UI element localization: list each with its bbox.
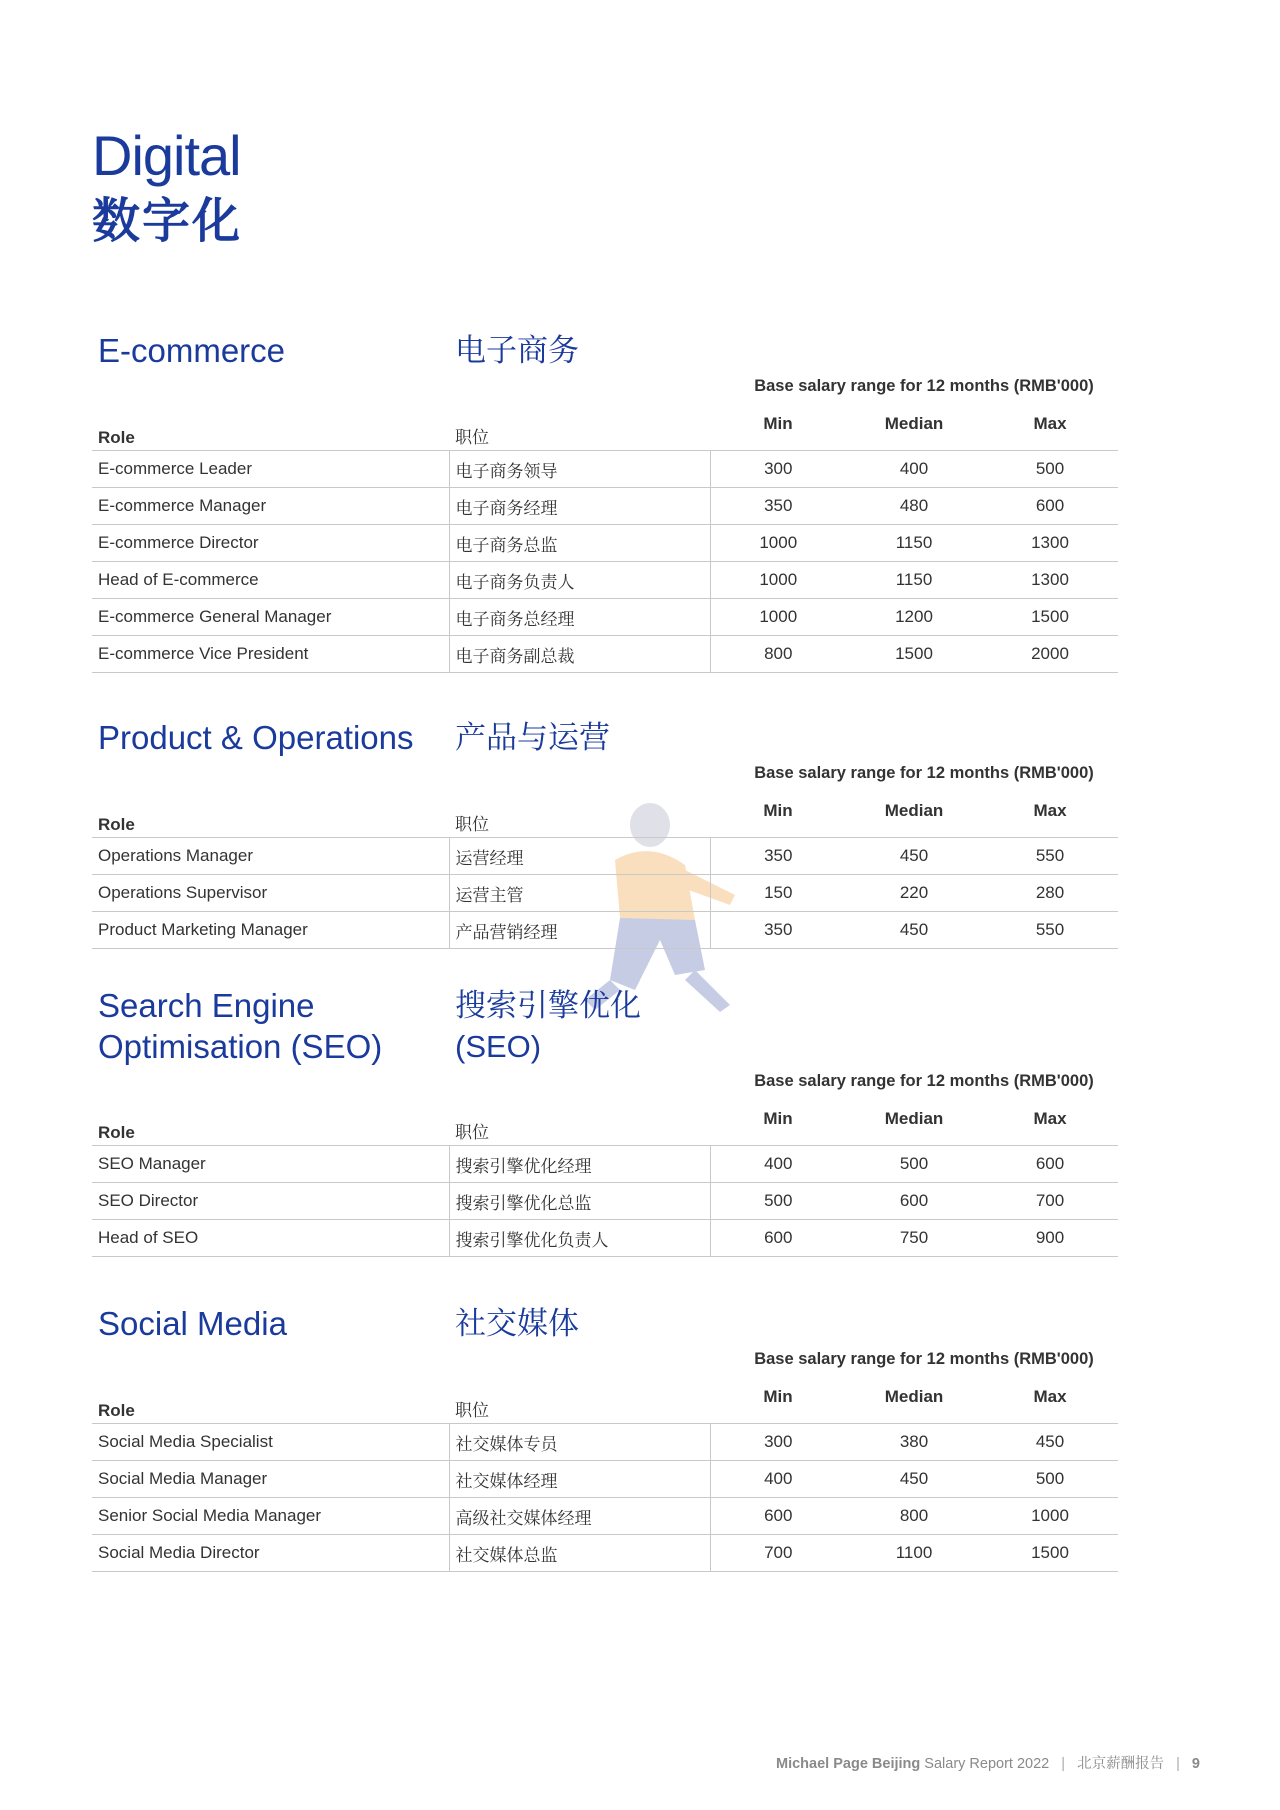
role-zh-cell: 电子商务领导: [449, 451, 710, 488]
role-cell: E-commerce Manager: [92, 488, 449, 525]
header-role-zh: 职位: [449, 1101, 710, 1146]
min-cell: 600: [710, 1498, 846, 1535]
role-zh-cell: 电子商务负责人: [449, 562, 710, 599]
median-cell: 480: [846, 488, 982, 525]
page-footer: [776, 1752, 1200, 1773]
page-title: [92, 124, 243, 248]
max-cell: 1300: [982, 525, 1118, 562]
table-header-row: [92, 1101, 1118, 1146]
header-role-zh: 职位: [449, 1379, 710, 1424]
min-cell: 300: [710, 1424, 846, 1461]
header-median: Median: [846, 1379, 982, 1424]
table-header-row: [92, 1379, 1118, 1424]
role-zh-cell: 搜索引擎优化总监: [449, 1183, 710, 1220]
role-zh-cell: 运营经理: [449, 838, 710, 875]
header-role-zh: 职位: [449, 793, 710, 838]
min-cell: 1000: [710, 525, 846, 562]
max-cell: 1500: [982, 599, 1118, 636]
median-cell: 800: [846, 1498, 982, 1535]
role-cell: E-commerce Director: [92, 525, 449, 562]
role-zh-cell: 高级社交媒体经理: [449, 1498, 710, 1535]
min-cell: 350: [710, 838, 846, 875]
salary-range-caption: Base salary range for 12 months (RMB'000): [754, 1350, 1094, 1368]
min-cell: 700: [710, 1535, 846, 1572]
median-cell: 1100: [846, 1535, 982, 1572]
median-cell: 450: [846, 912, 982, 949]
max-cell: 1000: [982, 1498, 1118, 1535]
header-role: Role: [92, 1101, 449, 1146]
min-cell: 1000: [710, 562, 846, 599]
header-max: Max: [982, 1379, 1118, 1424]
footer-report: Salary Report 2022: [924, 1756, 1050, 1772]
section-title-en: Search Engine Optimisation (SEO): [98, 987, 383, 1065]
header-role: Role: [92, 793, 449, 838]
table-row: [92, 562, 1118, 599]
salary-table: [92, 406, 1118, 673]
max-cell: 1500: [982, 1535, 1118, 1572]
table-row: [92, 451, 1118, 488]
min-cell: 500: [710, 1183, 846, 1220]
page-title-zh: 数字化: [92, 195, 243, 248]
header-role: Role: [92, 1379, 449, 1424]
table-row: [92, 1220, 1118, 1257]
footer-separator: |: [1061, 1756, 1066, 1772]
section-title-zh: 电子商务: [455, 333, 579, 368]
header-median: Median: [846, 793, 982, 838]
header-min: Min: [710, 1101, 846, 1146]
median-cell: 380: [846, 1424, 982, 1461]
salary-table: [92, 793, 1118, 949]
min-cell: 350: [710, 488, 846, 525]
role-zh-cell: 社交媒体总监: [449, 1535, 710, 1572]
footer-separator: |: [1176, 1756, 1180, 1772]
header-max: Max: [982, 793, 1118, 838]
median-cell: 600: [846, 1183, 982, 1220]
salary-table: [92, 1379, 1118, 1572]
table-row: [92, 599, 1118, 636]
max-cell: 600: [982, 488, 1118, 525]
median-cell: 750: [846, 1220, 982, 1257]
role-zh-cell: 电子商务经理: [449, 488, 710, 525]
section-title-en: Social Media: [98, 1305, 287, 1342]
header-role-zh: 职位: [449, 406, 710, 451]
median-cell: 450: [846, 838, 982, 875]
max-cell: 280: [982, 875, 1118, 912]
header-min: Min: [710, 793, 846, 838]
table-row: [92, 525, 1118, 562]
table-row: [92, 488, 1118, 525]
median-cell: 450: [846, 1461, 982, 1498]
median-cell: 1200: [846, 599, 982, 636]
header-max: Max: [982, 1101, 1118, 1146]
role-zh-cell: 运营主管: [449, 875, 710, 912]
median-cell: 400: [846, 451, 982, 488]
section-title-zh: 产品与运营: [455, 720, 610, 755]
header-role: Role: [92, 406, 449, 451]
median-cell: 500: [846, 1146, 982, 1183]
max-cell: 500: [982, 1461, 1118, 1498]
table-row: [92, 875, 1118, 912]
min-cell: 400: [710, 1461, 846, 1498]
salary-range-caption: Base salary range for 12 months (RMB'000): [754, 1072, 1094, 1090]
min-cell: 800: [710, 636, 846, 673]
max-cell: 550: [982, 912, 1118, 949]
role-cell: Head of SEO: [92, 1220, 449, 1257]
table-row: [92, 1424, 1118, 1461]
role-cell: Social Media Specialist: [92, 1424, 449, 1461]
table-row: [92, 1183, 1118, 1220]
min-cell: 1000: [710, 599, 846, 636]
section-title-zh: 社交媒体: [455, 1306, 579, 1341]
header-median: Median: [846, 406, 982, 451]
header-min: Min: [710, 406, 846, 451]
min-cell: 400: [710, 1146, 846, 1183]
section-title-zh: 搜索引擎优化 (SEO): [455, 988, 641, 1064]
max-cell: 550: [982, 838, 1118, 875]
table-header-row: [92, 793, 1118, 838]
role-cell: E-commerce General Manager: [92, 599, 449, 636]
max-cell: 900: [982, 1220, 1118, 1257]
median-cell: 1150: [846, 562, 982, 599]
min-cell: 300: [710, 451, 846, 488]
footer-report-zh: 北京薪酬报告: [1077, 1756, 1165, 1772]
table-row: [92, 636, 1118, 673]
salary-range-caption: Base salary range for 12 months (RMB'000): [754, 377, 1094, 395]
min-cell: 150: [710, 875, 846, 912]
median-cell: 220: [846, 875, 982, 912]
role-cell: Senior Social Media Manager: [92, 1498, 449, 1535]
table-header-row: [92, 406, 1118, 451]
header-max: Max: [982, 406, 1118, 451]
max-cell: 700: [982, 1183, 1118, 1220]
role-zh-cell: 产品营销经理: [449, 912, 710, 949]
salary-table: [92, 1101, 1118, 1257]
header-median: Median: [846, 1101, 982, 1146]
role-zh-cell: 搜索引擎优化经理: [449, 1146, 710, 1183]
table-row: [92, 1146, 1118, 1183]
role-zh-cell: 搜索引擎优化负责人: [449, 1220, 710, 1257]
table-row: [92, 1498, 1118, 1535]
role-cell: E-commerce Leader: [92, 451, 449, 488]
role-cell: SEO Director: [92, 1183, 449, 1220]
median-cell: 1150: [846, 525, 982, 562]
min-cell: 600: [710, 1220, 846, 1257]
header-min: Min: [710, 1379, 846, 1424]
role-cell: Head of E-commerce: [92, 562, 449, 599]
role-cell: Social Media Director: [92, 1535, 449, 1572]
role-zh-cell: 电子商务总经理: [449, 599, 710, 636]
max-cell: 500: [982, 451, 1118, 488]
max-cell: 600: [982, 1146, 1118, 1183]
max-cell: 2000: [982, 636, 1118, 673]
role-cell: SEO Manager: [92, 1146, 449, 1183]
footer-brand: Michael Page Beijing: [776, 1756, 921, 1772]
role-cell: Operations Manager: [92, 838, 449, 875]
section-title-en: Product & Operations: [98, 719, 414, 756]
role-cell: Operations Supervisor: [92, 875, 449, 912]
section-title-en: E-commerce: [98, 332, 286, 369]
min-cell: 350: [710, 912, 846, 949]
salary-range-caption: Base salary range for 12 months (RMB'000): [754, 764, 1094, 782]
max-cell: 1300: [982, 562, 1118, 599]
role-zh-cell: 社交媒体经理: [449, 1461, 710, 1498]
role-zh-cell: 电子商务总监: [449, 525, 710, 562]
role-zh-cell: 社交媒体专员: [449, 1424, 710, 1461]
table-row: [92, 1535, 1118, 1572]
role-zh-cell: 电子商务副总裁: [449, 636, 710, 673]
max-cell: 450: [982, 1424, 1118, 1461]
role-cell: E-commerce Vice President: [92, 636, 449, 673]
table-row: [92, 912, 1118, 949]
role-cell: Social Media Manager: [92, 1461, 449, 1498]
median-cell: 1500: [846, 636, 982, 673]
table-row: [92, 1461, 1118, 1498]
table-row: [92, 838, 1118, 875]
page-title-en: Digital: [92, 124, 241, 187]
role-cell: Product Marketing Manager: [92, 912, 449, 949]
page-number: 9: [1191, 1756, 1200, 1772]
